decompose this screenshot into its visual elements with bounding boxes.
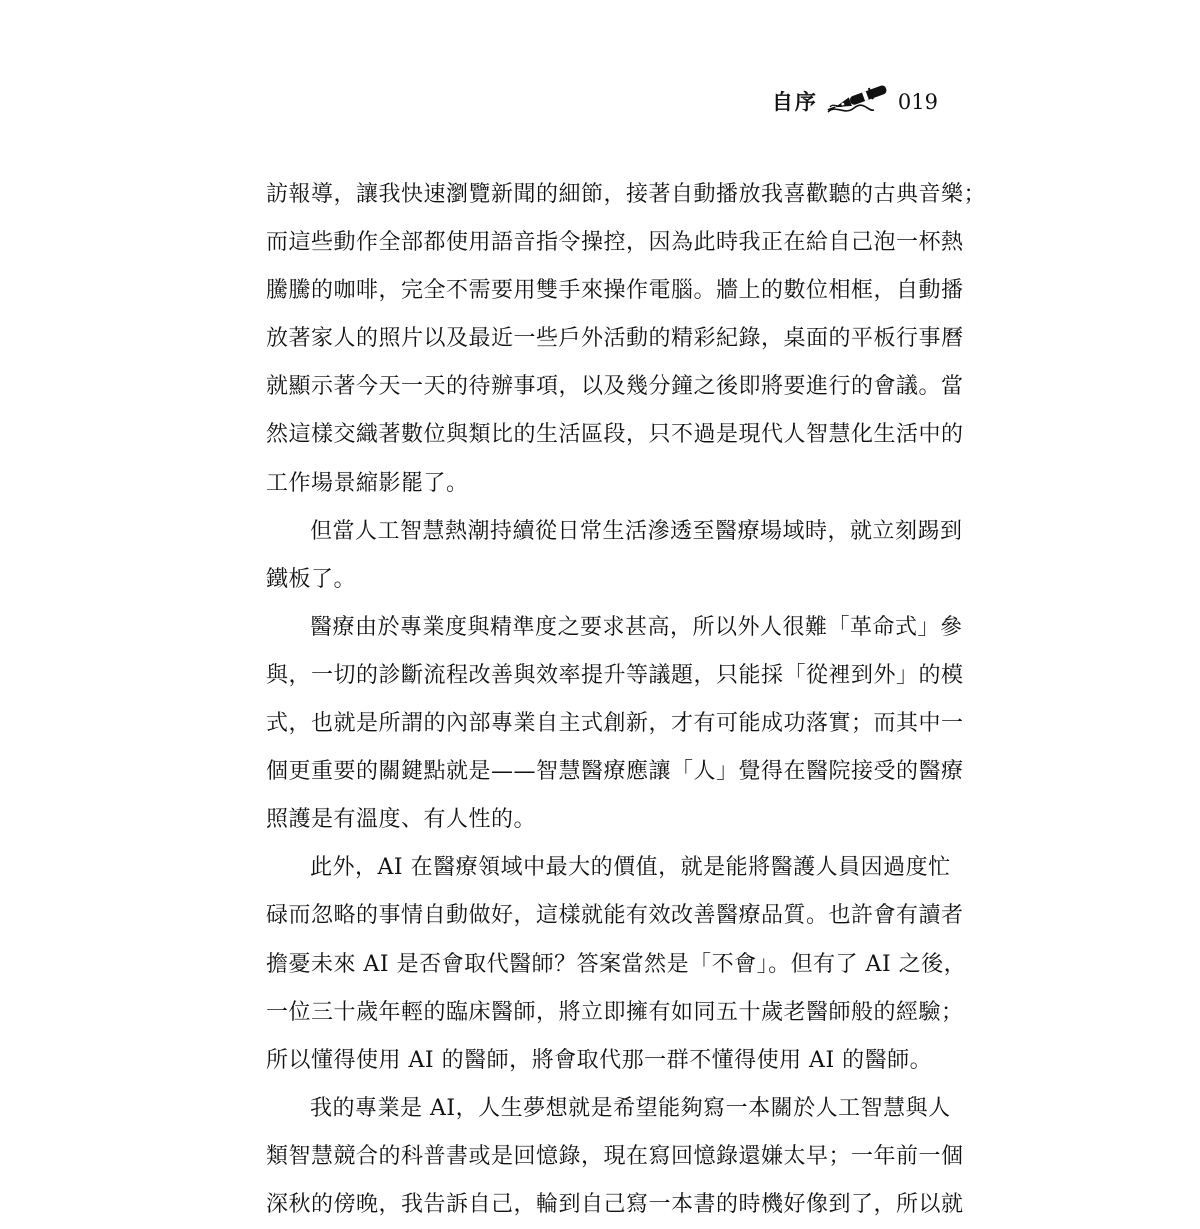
paragraph-first-line: 但當人工智慧熱潮持續從日常生活滲透至醫療場域時，就立刻踢到 — [310, 518, 963, 544]
text-line: 工作場景縮影罷了。 — [266, 470, 469, 496]
running-header — [772, 76, 938, 116]
text-line: 碌而忽略的事情自動做好，這樣就能有效改善醫療品質。也許會有讀者 — [266, 903, 964, 929]
text-line: 放著家人的照片以及最近一些戶外活動的精彩紀錄，桌面的平板行事曆 — [266, 326, 964, 352]
text-line: 然這樣交織著數位與類比的生活區段，只不過是現代人智慧化生活中的 — [266, 422, 964, 448]
chapter-title: 自序 — [771, 89, 818, 114]
paragraph-first-line: 我的專業是 AI，人生夢想就是希望能夠寫一本關於人工智慧與人 — [310, 1095, 951, 1121]
text-line: 個更重要的關鍵點就是——智慧醫療應讓「人」覺得在醫院接受的醫療 — [266, 759, 964, 785]
paragraph-first-line: 此外，AI 在醫療領域中最大的價值，就是能將醫護人員因過度忙 — [310, 855, 951, 881]
text-line: 式，也就是所謂的內部專業自主式創新，才有可能成功落實；而其中一 — [266, 711, 964, 737]
text-line: 所以懂得使用 AI 的醫師，將會取代那一群不懂得使用 AI 的醫師。 — [266, 1047, 933, 1073]
text-line: 與，一切的診斷流程改善與效率提升等議題，只能採「從裡到外」的模 — [266, 662, 964, 688]
text-line: 就顯示著今天一天的待辦事項，以及幾分鐘之後即將要進行的會議。當 — [266, 374, 964, 400]
body-text — [266, 171, 987, 1229]
text-line: 騰騰的咖啡，完全不需要用雙手來操作電腦。牆上的數位相框，自動播 — [266, 278, 964, 304]
page-number: 019 — [897, 90, 938, 114]
text-line: 鐵板了。 — [266, 566, 357, 592]
pen-icon — [824, 82, 894, 116]
text-line: 深秋的傍晚，我告訴自己，輪到自己寫一本書的時機好像到了，所以就 — [266, 1191, 964, 1217]
text-line: 照護是有溫度、有人性的。 — [266, 807, 537, 833]
text-line: 擔憂未來 AI 是否會取代醫師？答案當然是「不會」。但有了 AI 之後， — [266, 951, 967, 977]
text-line: 而這些動作全部都使用語音指令操控，因為此時我正在給自己泡一杯熱 — [266, 230, 964, 256]
text-line: 一位三十歲年輕的臨床醫師，將立即擁有如同五十歲老醫師般的經驗； — [266, 999, 964, 1025]
text-line: 類智慧競合的科普書或是回憶錄，現在寫回憶錄還嫌太早；一年前一個 — [266, 1143, 964, 1169]
paragraph-first-line: 醫療由於專業度與精準度之要求甚高，所以外人很難「革命式」參 — [310, 614, 963, 640]
text-line: 訪報導，讓我快速瀏覽新聞的細節，接著自動播放我喜歡聽的古典音樂； — [266, 182, 987, 207]
